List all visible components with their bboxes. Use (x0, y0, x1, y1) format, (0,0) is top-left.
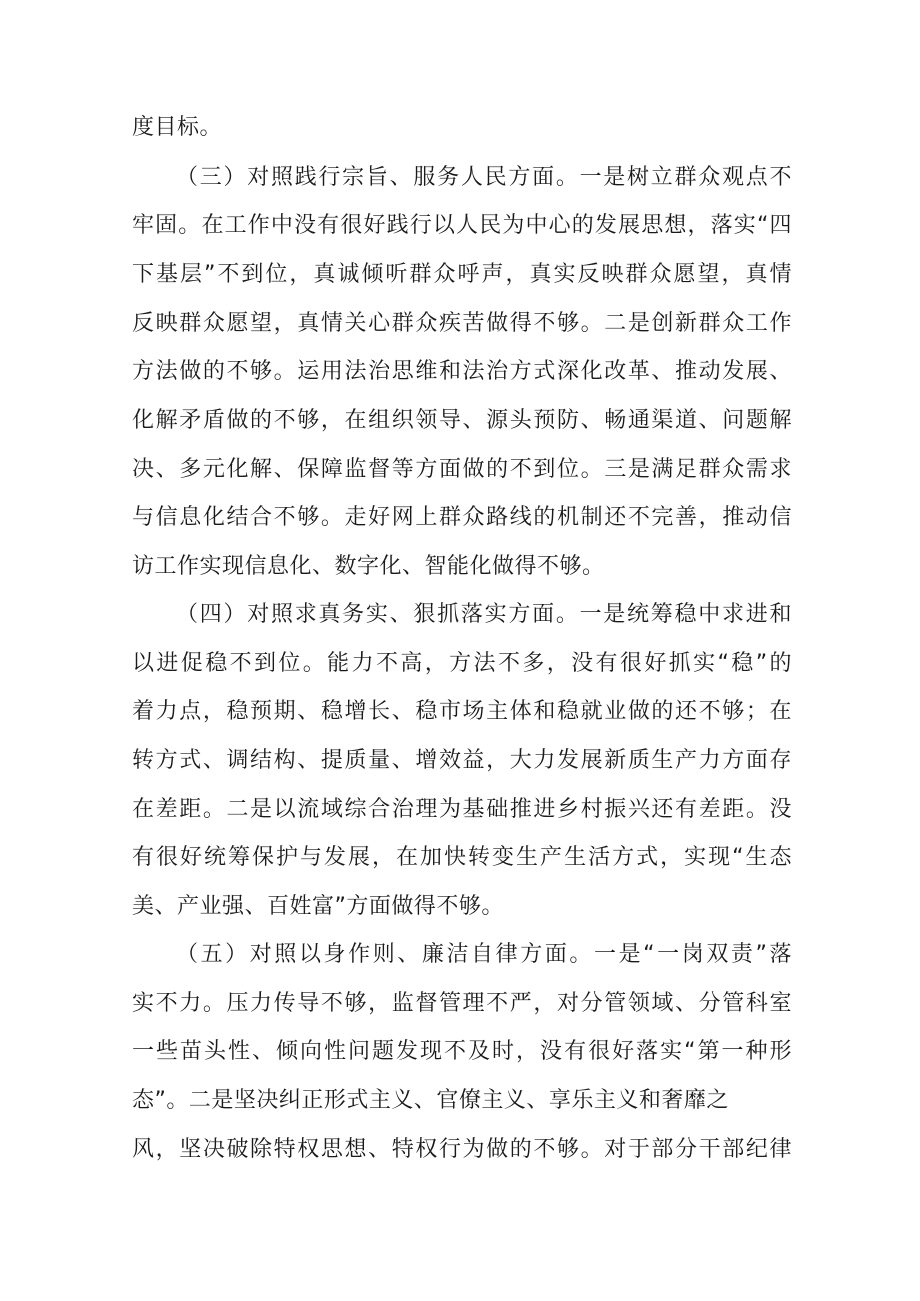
text-line: 下基层”不到位，真诚倾听群众呼声，真实反映群众愿望，真情 (132, 262, 792, 287)
text-line: 风，坚决破除特权思想、特权行为做的不够。对于部分干部纪律 (132, 1137, 792, 1162)
section-5-heading-line: （五）对照以身作则、廉洁自律方面。一是“一岗双责”落 (176, 942, 792, 967)
text-line: 态”。二是坚决纠正形式主义、官僚主义、享乐主义和奢靡之 (132, 1088, 729, 1113)
text-line: 有很好统筹保护与发展，在加快转变生产生活方式，实现“生态 (132, 845, 792, 870)
section-3-heading-line: （三）对照践行宗旨、服务人民方面。一是树立群众观点不 (176, 165, 792, 190)
text-line: 在差距。二是以流域综合治理为基础推进乡村振兴还有差距。没 (132, 797, 792, 822)
text-line: 着力点，稳预期、稳增长、稳市场主体和稳就业做的还不够；在 (132, 699, 792, 724)
text-line: 反映群众愿望，真情关心群众疾苦做得不够。二是创新群众工作 (132, 311, 792, 336)
text-line: 一些苗头性、倾向性问题发现不及时，没有很好落实“第一种形 (132, 1039, 792, 1064)
text-line: 方法做的不够。运用法治思维和法治方式深化改革、推动发展、 (132, 359, 792, 384)
text-line: 与信息化结合不够。走好网上群众路线的机制还不完善，推动信 (132, 505, 792, 530)
text-line: 以进促稳不到位。能力不高，方法不多，没有很好抓实“稳”的 (132, 651, 793, 676)
text-line: 访工作实现信息化、数字化、智能化做得不够。 (132, 554, 605, 579)
text-line: 度目标。 (132, 115, 223, 140)
text-line: 化解矛盾做的不够，在组织领导、源头预防、畅通渠道、问题解 (132, 408, 792, 433)
text-line: 美、产业强、百姓富”方面做得不够。 (132, 894, 504, 919)
text-line: 实不力。压力传导不够，监督管理不严，对分管领域、分管科室 (132, 991, 792, 1016)
text-line: 牢固。在工作中没有很好践行以人民为中心的发展思想，落实“四 (132, 213, 792, 238)
text-line: 决、多元化解、保障监督等方面做的不到位。三是满足群众需求 (132, 457, 792, 482)
text-line: 转方式、调结构、提质量、增效益，大力发展新质生产力方面存 (132, 748, 792, 773)
section-4-heading-line: （四）对照求真务实、狠抓落实方面。一是统筹稳中求进和 (176, 602, 792, 627)
